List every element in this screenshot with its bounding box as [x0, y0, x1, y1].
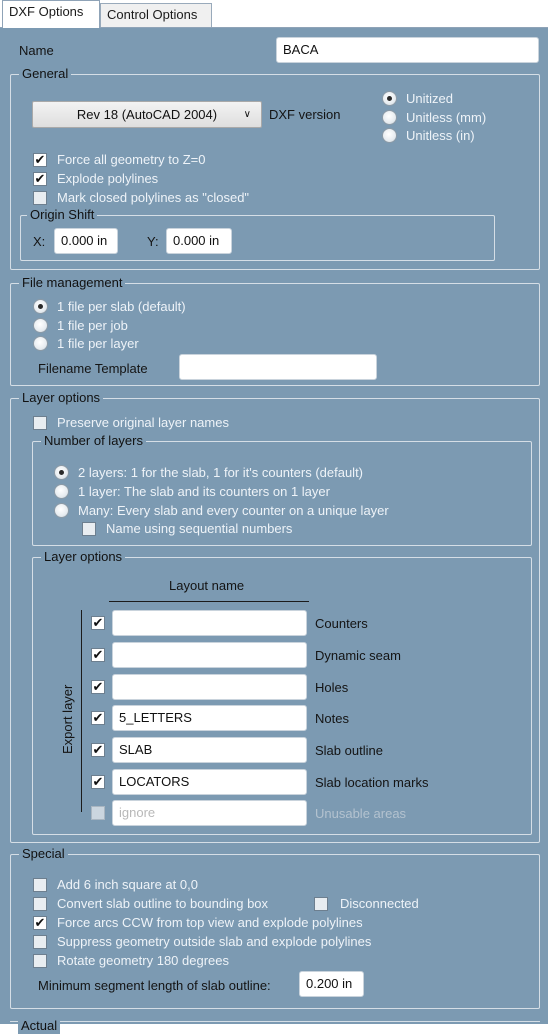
file-management-group	[10, 275, 540, 386]
unusable-areas-label: Unusable areas	[315, 806, 407, 821]
next-section-group	[10, 1018, 540, 1033]
tab-dxf-options[interactable]	[2, 0, 100, 28]
filename-template-input[interactable]	[179, 354, 377, 380]
preserve-layer-names-label: Preserve original layer names	[57, 415, 229, 430]
name-input[interactable]: BACA	[276, 37, 539, 63]
special-group	[10, 846, 540, 1009]
two-layers-label: 2 layers: 1 for the slab, 1 for it's counters (default)	[78, 465, 364, 480]
export-holes-checkbox[interactable]: ✔	[92, 679, 104, 694]
slab-location-marks-layer-input[interactable]: LOCATORS	[112, 769, 307, 795]
explode-polylines-checkbox[interactable]: ✔	[34, 171, 46, 186]
number-of-layers-group	[32, 433, 532, 546]
export-slab-outline-checkbox[interactable]: ✔	[92, 742, 104, 757]
mark-closed-checkbox[interactable]	[33, 191, 47, 205]
explode-polylines-label: Explode polylines	[57, 171, 159, 186]
mark-closed-label: Mark closed polylines as "closed"	[57, 190, 250, 205]
export-slab-location-marks-checkbox[interactable]: ✔	[92, 774, 104, 789]
two-layers-radio[interactable]	[54, 465, 69, 480]
one-layer-label: 1 layer: The slab and its counters on 1 layer	[78, 484, 330, 499]
force-arcs-ccw-label: Force arcs CCW from top view and explode polylines	[57, 915, 363, 930]
layer-options-title: Layer options	[19, 390, 103, 406]
filename-template-label: Filename Template	[38, 361, 148, 376]
file-per-layer-label: 1 file per layer	[57, 336, 139, 351]
file-management-title: File management	[19, 275, 125, 291]
notes-label: Notes	[315, 711, 349, 726]
chevron-down-icon: ∨	[243, 109, 251, 120]
add-square-checkbox[interactable]	[33, 878, 47, 892]
tab-dxf-options-label: DXF Options	[9, 4, 84, 19]
counters-layer-input[interactable]	[112, 610, 307, 636]
file-per-slab-label: 1 file per slab (default)	[57, 299, 186, 314]
preserve-layer-names-checkbox[interactable]	[33, 416, 47, 430]
dxf-version-dropdown[interactable]	[32, 101, 262, 128]
name-label: Name	[19, 43, 54, 58]
counters-label: Counters	[315, 616, 368, 631]
origin-shift-group	[20, 207, 495, 261]
slab-location-marks-label: Slab location marks	[315, 775, 429, 790]
file-per-layer-radio[interactable]	[33, 336, 48, 351]
export-dynamic-seam-checkbox[interactable]: ✔	[92, 647, 104, 662]
dynamic-seam-label: Dynamic seam	[315, 648, 401, 663]
slab-outline-layer-input[interactable]: SLAB	[112, 737, 307, 763]
disconnected-label: Disconnected	[340, 896, 419, 911]
file-per-job-label: 1 file per job	[57, 318, 128, 333]
many-layers-radio[interactable]	[54, 503, 69, 518]
force-z-label: Force all geometry to Z=0	[57, 152, 206, 167]
suppress-geometry-label: Suppress geometry outside slab and explode polylines	[57, 934, 372, 949]
unitless-mm-label: Unitless (mm)	[406, 110, 487, 125]
dxf-version-selected: Rev 18 (AutoCAD 2004)	[76, 107, 218, 122]
general-group	[10, 66, 540, 270]
notes-layer-input[interactable]: 5_LETTERS	[112, 705, 307, 731]
suppress-geometry-checkbox[interactable]	[33, 935, 47, 949]
force-arcs-ccw-checkbox[interactable]: ✔	[34, 915, 46, 930]
disconnected-checkbox[interactable]	[314, 897, 328, 911]
export-layer-label: Export layer	[60, 684, 75, 754]
one-layer-radio[interactable]	[54, 484, 69, 499]
unitless-in-radio[interactable]	[382, 128, 397, 143]
min-segment-label: Minimum segment length of slab outline:	[38, 978, 271, 993]
special-title: Special	[19, 846, 68, 862]
origin-x-label: X:	[33, 234, 46, 249]
tab-strip	[0, 0, 548, 27]
bounding-box-checkbox[interactable]	[33, 897, 47, 911]
add-square-label: Add 6 inch square at 0,0	[57, 877, 198, 892]
export-layer-bracket	[81, 610, 82, 812]
header-divider	[109, 601, 309, 602]
layer-names-title: Layer options	[41, 549, 125, 565]
rotate-geometry-checkbox[interactable]	[33, 954, 47, 968]
origin-x-input[interactable]: 0.000 in	[54, 228, 118, 254]
holes-label: Holes	[315, 680, 349, 695]
layer-names-group	[32, 549, 532, 835]
origin-y-label: Y:	[147, 234, 159, 249]
force-z-checkbox[interactable]: ✔	[34, 152, 46, 167]
unusable-areas-layer-input[interactable]: ignore	[112, 800, 307, 826]
layer-options-group	[10, 390, 540, 843]
bounding-box-label: Convert slab outline to bounding box	[57, 896, 269, 911]
dxf-options-panel	[0, 27, 548, 1033]
tab-control-options[interactable]	[100, 3, 212, 27]
layout-name-header: Layout name	[169, 578, 245, 593]
tab-control-options-label: Control Options	[107, 7, 198, 22]
unitized-radio[interactable]	[382, 91, 397, 106]
file-per-job-radio[interactable]	[33, 318, 48, 333]
origin-y-input[interactable]: 0.000 in	[166, 228, 232, 254]
sequential-numbers-label: Name using sequential numbers	[106, 521, 293, 536]
number-of-layers-title: Number of layers	[41, 433, 146, 449]
file-per-slab-radio[interactable]	[33, 299, 48, 314]
sequential-numbers-checkbox[interactable]	[82, 522, 96, 536]
dynamic-seam-layer-input[interactable]	[112, 642, 307, 668]
unitized-label: Unitized	[406, 91, 453, 106]
slab-outline-label: Slab outline	[315, 743, 383, 758]
many-layers-label: Many: Every slab and every counter on a unique layer	[78, 503, 389, 518]
holes-layer-input[interactable]	[112, 674, 307, 700]
rotate-geometry-label: Rotate geometry 180 degrees	[57, 953, 229, 968]
export-counters-checkbox[interactable]: ✔	[92, 615, 104, 630]
dxf-version-label: DXF version	[269, 107, 341, 122]
export-unusable-areas-checkbox[interactable]	[91, 806, 105, 820]
unitless-mm-radio[interactable]	[382, 110, 397, 125]
export-notes-checkbox[interactable]: ✔	[92, 710, 104, 725]
next-section-title: Actual	[18, 1018, 60, 1034]
origin-shift-title: Origin Shift	[27, 207, 97, 223]
general-title: General	[19, 66, 71, 82]
unitless-in-label: Unitless (in)	[406, 128, 475, 143]
min-segment-input[interactable]: 0.200 in	[299, 971, 364, 997]
